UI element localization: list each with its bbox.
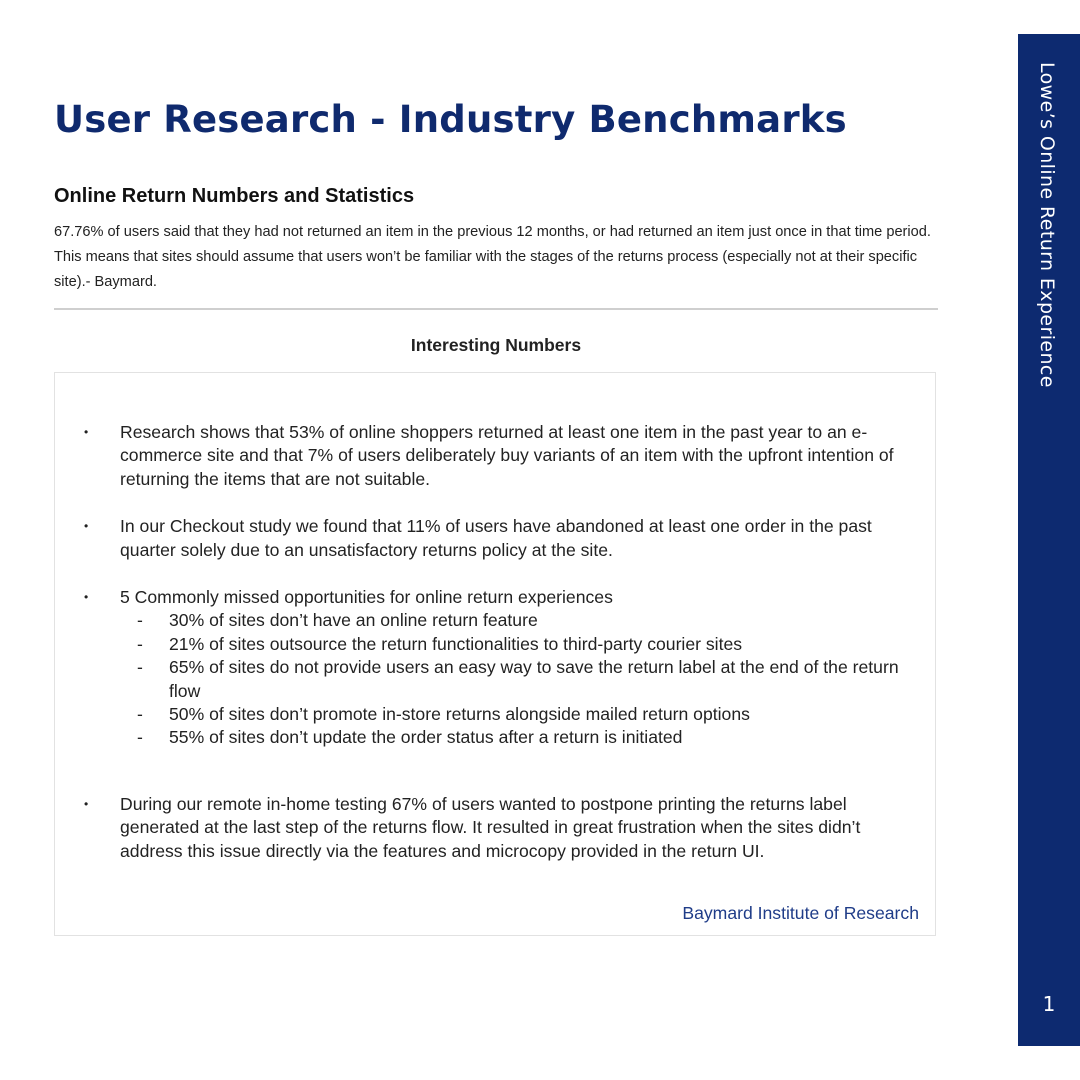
page-number: 1 xyxy=(1042,992,1056,1016)
bullet-item-1 xyxy=(84,421,914,491)
interesting-numbers-box xyxy=(54,372,936,936)
sub-item-1: - 30% of sites don’t have an online return feature xyxy=(120,609,914,632)
sub-item-2: - 21% of sites outsource the return functionalities to third-party courier sites xyxy=(120,633,914,656)
bullet-text-3: 5 Commonly missed opportunities for online return experiences xyxy=(120,587,613,608)
intro-paragraph: 67.76% of users said that they had not returned an item in the previous 12 months, or had returned an item just once in that time period. This means that sites should assume that users won’t be familiar with the stages of the returns process (especially not at their specific site).- Baymard. xyxy=(54,224,931,290)
deck-title: Lowe’s Online Return Experience xyxy=(1036,62,1058,388)
bullet-text-2: In our Checkout study we found that 11% of users have abandoned at least one order in the past quarter solely due to an unsatisfactory returns policy at the site. xyxy=(120,516,872,560)
bullet-list xyxy=(84,421,914,863)
bullet-text-1: Research shows that 53% of online shoppers returned at least one item in the past year to an e-commerce site and that 7% of users deliberately buy variants of an item with the upfront intention of returning the items that are not suitable. xyxy=(120,422,894,489)
sub-item-4: - 50% of sites don’t promote in-store returns alongside mailed return options xyxy=(120,703,914,726)
section-divider xyxy=(54,308,938,310)
box-heading: Interesting Numbers xyxy=(410,335,582,355)
bullet-item-4 xyxy=(84,793,914,863)
bullet-item-3 xyxy=(84,586,914,750)
section-subtitle: Online Return Numbers and Statistics xyxy=(54,185,415,207)
page-title: User Research - Industry Benchmarks xyxy=(54,98,847,141)
sub-item-5: - 55% of sites don’t update the order status after a return is initiated xyxy=(120,726,914,749)
sidebar-band xyxy=(1018,34,1080,1046)
source-credit: Baymard Institute of Research xyxy=(682,903,919,923)
bullet-text-4: During our remote in-home testing 67% of users wanted to postpone printing the returns label generated at the last step of the returns flow. It resulted in great frustration when the sites didn’t address this issue directly via the features and microcopy provided in the return UI. xyxy=(120,793,861,861)
missed-opportunities-list xyxy=(120,609,914,749)
sub-item-3: - 65% of sites do not provide users an easy way to save the return label at the end of the return flow xyxy=(120,656,914,703)
bullet-item-2 xyxy=(84,515,914,562)
